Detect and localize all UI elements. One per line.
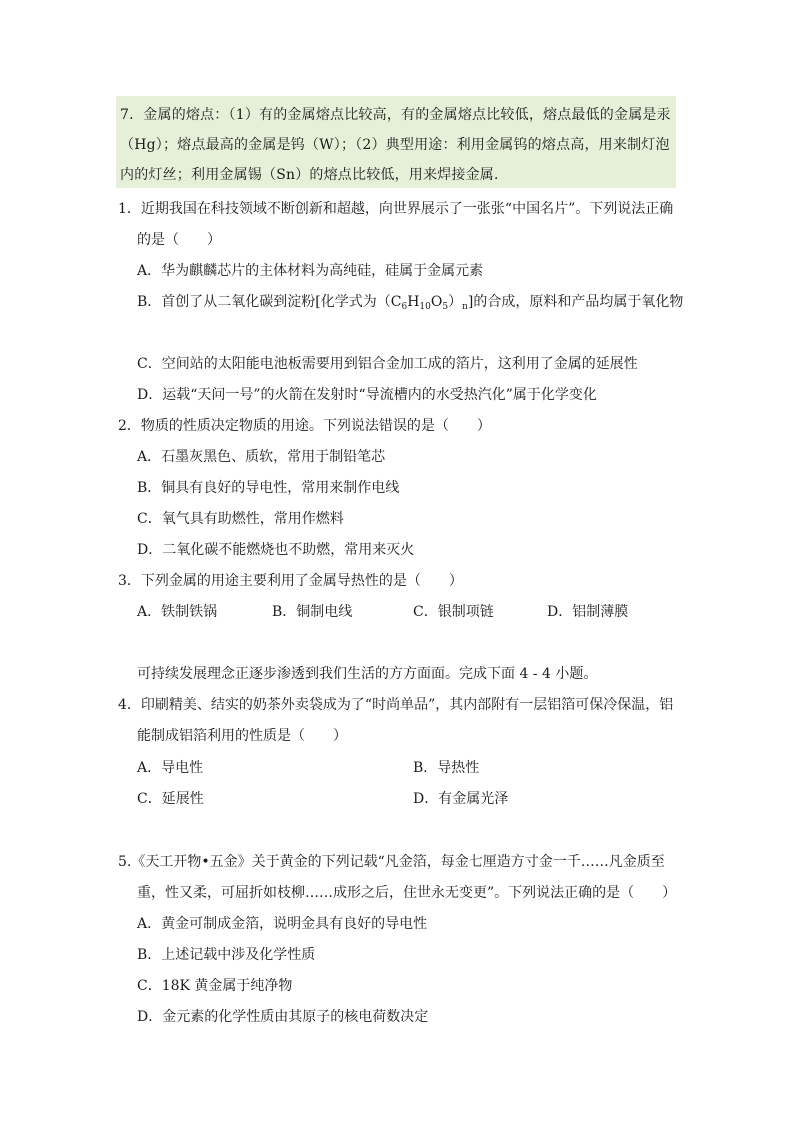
question-1-option-c: C．空间站的太阳能电池板需要用到铝合金加工成的箔片，这利用了金属的延展性 xyxy=(137,356,638,372)
question-5-option-c: C．18K 黄金属于纯净物 xyxy=(137,978,293,994)
option-b-text: ]的合成，原料和产品均属于氧化物 xyxy=(467,294,684,310)
question-4-stem-cont: 能制成铝箔利用的性质是（ ） xyxy=(137,728,347,744)
question-5-stem: 5.《天工开物•五金》关于黄金的下列记载“凡金箔，每金七厘造方寸金一千……凡金质至 xyxy=(118,854,665,870)
subscript: 5 xyxy=(442,302,449,312)
question-2-option-c: C．氧气具有助燃性，常用作燃料 xyxy=(137,511,344,527)
question-1-stem-cont: 的是（ ） xyxy=(137,232,221,248)
question-2-stem: 2．物质的性质决定物质的用途。下列说法错误的是（ ） xyxy=(118,418,491,434)
question-3-option-c: C．银制项链 xyxy=(413,604,494,620)
question-5-option-a: A．黄金可制成金箔，说明金具有良好的导电性 xyxy=(137,916,428,932)
option-b-text: H xyxy=(407,294,420,310)
question-2-option-a: A．石墨灰黑色、质软，常用于制铅笔芯 xyxy=(137,449,386,465)
question-4-stem: 4．印刷精美、结实的奶茶外卖袋成为了“时尚单品”，其内部附有一层铝箔可保冷保温，铝 xyxy=(118,697,674,713)
subscript: n xyxy=(462,302,468,312)
question-3-stem: 3．下列金属的用途主要利用了金属导热性的是（ ） xyxy=(118,573,463,589)
question-1-option-a: A．华为麒麟芯片的主体材料为高纯硅，硅属于金属元素 xyxy=(137,263,484,279)
subscript: 10 xyxy=(419,302,431,312)
question-1-option-b xyxy=(137,292,683,317)
question-5-stem-cont: 重，性又柔，可屈折如枝柳……成形之后，住世永无变更”。下列说法正确的是（ ） xyxy=(137,885,677,901)
question-1-option-d: D．运载“天问一号”的火箭在发射时“导流槽内的水受热汽化”属于化学变化 xyxy=(137,387,597,403)
question-3-option-d: D．铝制薄膜 xyxy=(547,604,629,620)
option-b-text: O xyxy=(430,294,443,310)
question-4-option-b: B．导热性 xyxy=(413,760,480,776)
question-5-option-d: D．金元素的化学性质由其原子的核电荷数决定 xyxy=(137,1009,429,1025)
question-3-option-a: A．铁制铁锅 xyxy=(137,604,218,620)
question-2-option-d: D．二氧化碳不能燃烧也不助燃，常用来灭火 xyxy=(137,542,415,558)
question-4-option-a: A．导电性 xyxy=(137,760,204,776)
question-4-option-c: C．延展性 xyxy=(137,791,204,807)
question-3-option-b: B．铜制电线 xyxy=(272,604,353,620)
question-4-option-d: D．有金属光泽 xyxy=(413,791,509,807)
note-text: 7．金属的熔点：（1）有的金属熔点比较高，有的金属熔点比较低，熔点最低的金属是汞（Hg）；熔点最高的金属是钨（W）；（2）典型用途：利用金属钨的熔点高，用来制灯泡内的灯丝；利用金属锡（Sn）的熔点比较低，用来焊接金属． xyxy=(120,107,671,183)
option-b-text: B．首创了从二氧化碳到淀粉[化学式为（C xyxy=(137,294,402,310)
question-1-stem: 1．近期我国在科技领域不断创新和超越，向世界展示了一张张“中国名片”。下列说法正确 xyxy=(118,201,674,217)
knowledge-note xyxy=(116,96,676,188)
question-5-option-b: B．上述记载中涉及化学性质 xyxy=(137,947,316,963)
section-intro: 可持续发展理念正逐步渗透到我们生活的方方面面。完成下面 4 - 4 小题。 xyxy=(137,666,598,682)
option-b-text: ） xyxy=(448,294,463,310)
question-2-option-b: B．铜具有良好的导电性，常用来制作电线 xyxy=(137,480,400,496)
subscript: 6 xyxy=(401,302,408,312)
